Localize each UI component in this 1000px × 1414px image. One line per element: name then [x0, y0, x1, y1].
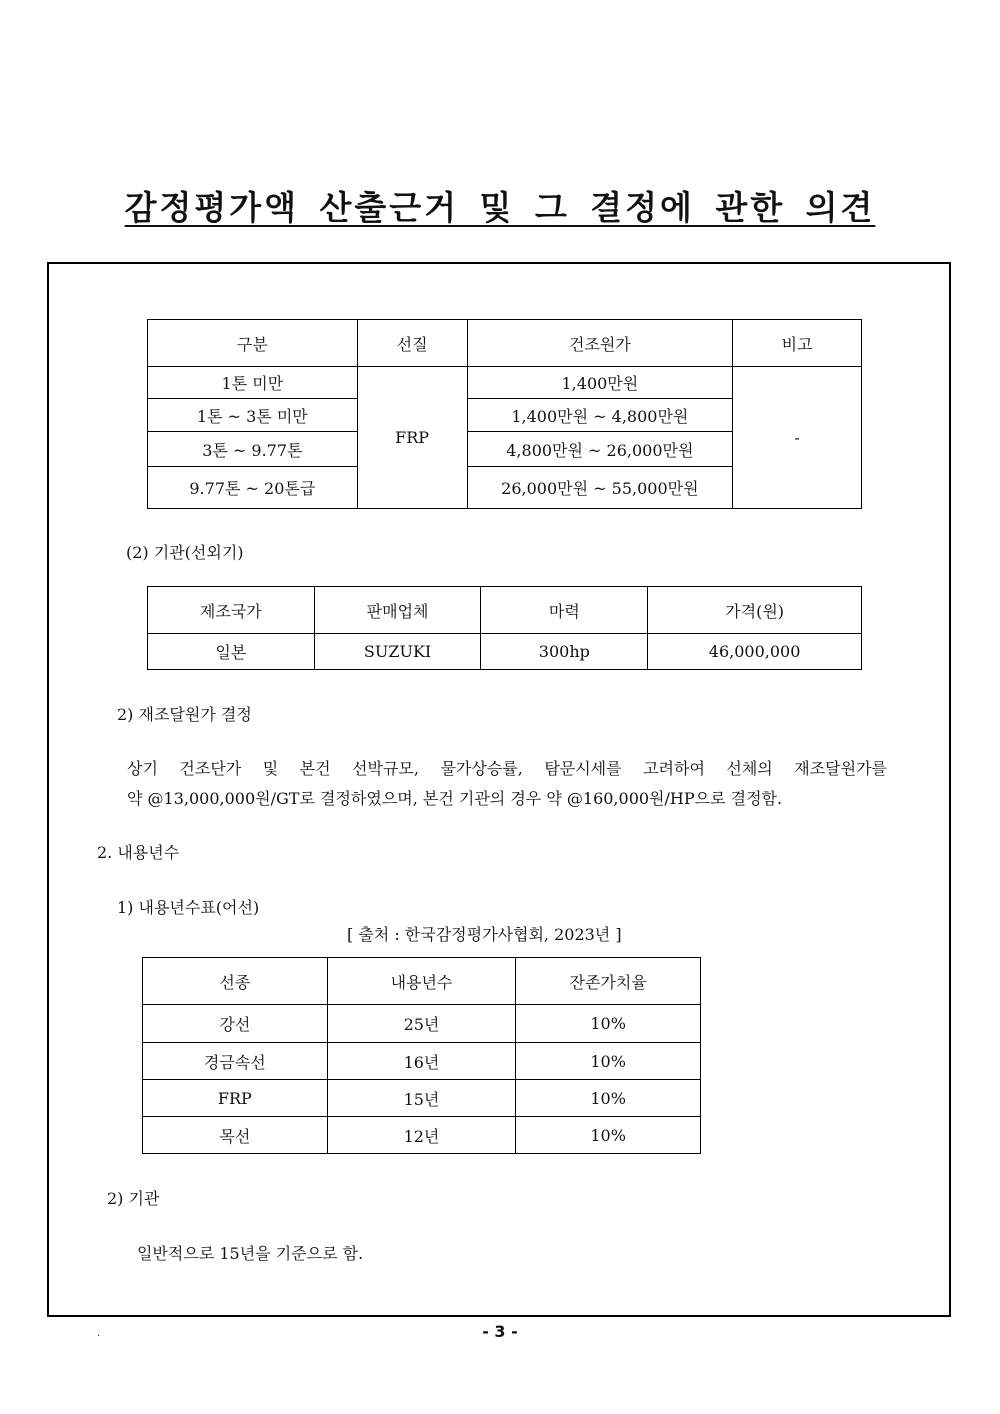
section-useful-life-heading: 2. 내용년수 [97, 843, 180, 862]
subsection-table-heading: 1) 내용년수표(어선) [117, 898, 260, 917]
material-cell: FRP [357, 367, 467, 509]
vessel-type-cell: 목선 [143, 1117, 328, 1154]
table-row [148, 634, 862, 670]
tonnage-cell: 1톤 ~ 3톤 미만 [148, 399, 358, 432]
header-cell: 마력 [481, 587, 648, 634]
engine-price-table [147, 586, 862, 670]
reproduction-paragraph [127, 754, 887, 814]
price-cell: 46,000,000 [648, 634, 862, 670]
useful-life-cell: 16년 [327, 1043, 516, 1080]
header-cell: 내용년수 [327, 958, 516, 1005]
table-header-row [148, 320, 862, 367]
header-cell: 판매업체 [314, 587, 481, 634]
useful-life-cell: 15년 [327, 1080, 516, 1117]
hull-cost-table [147, 319, 862, 509]
vendor-cell: SUZUKI [314, 634, 481, 670]
cost-cell: 26,000만원 ~ 55,000만원 [467, 467, 733, 509]
vessel-type-cell: 경금속선 [143, 1043, 328, 1080]
country-cell: 일본 [148, 634, 315, 670]
header-cell: 제조국가 [148, 587, 315, 634]
cost-cell: 1,400만원 ~ 4,800만원 [467, 399, 733, 432]
residual-rate-cell: 10% [516, 1117, 701, 1154]
table-header-row [148, 587, 862, 634]
header-cell: 선종 [143, 958, 328, 1005]
page-title [0, 182, 1000, 229]
header-cell: 건조원가 [467, 320, 733, 367]
paragraph-line: 약 @13,000,000원/GT로 결정하였으며, 본건 기관의 경우 약 @160,000원/HP으로 결정함. [127, 789, 783, 808]
useful-life-cell: 12년 [327, 1117, 516, 1154]
table-row [143, 1043, 701, 1080]
page-title-text: 감정평가액 산출근거 및 그 결정에 관한 의견 [124, 188, 876, 227]
useful-life-table [142, 957, 701, 1154]
table-row [143, 1080, 701, 1117]
footer-dot: . [97, 1328, 101, 1339]
table-row [143, 1117, 701, 1154]
table-row [148, 367, 862, 399]
residual-rate-cell: 10% [516, 1043, 701, 1080]
header-cell: 비고 [733, 320, 862, 367]
engine-paragraph: 일반적으로 15년을 기준으로 함. [137, 1244, 364, 1263]
engine-heading: (2) 기관(선외기) [126, 543, 244, 562]
note-cell: - [733, 367, 862, 509]
cost-cell: 4,800만원 ~ 26,000만원 [467, 432, 733, 467]
tonnage-cell: 1톤 미만 [148, 367, 358, 399]
useful-life-cell: 25년 [327, 1005, 516, 1043]
residual-rate-cell: 10% [516, 1080, 701, 1117]
header-cell: 구분 [148, 320, 358, 367]
table-header-row [143, 958, 701, 1005]
tonnage-cell: 9.77톤 ~ 20톤급 [148, 467, 358, 509]
paragraph-line: 상기 건조단가 및 본건 선박규모, 물가상승률, 탐문시세를 고려하여 선체의 재조달원가를 [127, 759, 887, 778]
subsection-engine-heading: 2) 기관 [107, 1189, 160, 1208]
residual-rate-cell: 10% [516, 1005, 701, 1043]
table-row [143, 1005, 701, 1043]
horsepower-cell: 300hp [481, 634, 648, 670]
source-note: [ 출처 : 한국감정평가사협회, 2023년 ] [347, 925, 622, 944]
tonnage-cell: 3톤 ~ 9.77톤 [148, 432, 358, 467]
header-cell: 선질 [357, 320, 467, 367]
section-reproduction-heading: 2) 재조달원가 결정 [117, 705, 252, 724]
header-cell: 잔존가치율 [516, 958, 701, 1005]
vessel-type-cell: 강선 [143, 1005, 328, 1043]
header-cell: 가격(원) [648, 587, 862, 634]
vessel-type-cell: FRP [143, 1080, 328, 1117]
page-number: - 3 - [482, 1322, 518, 1341]
cost-cell: 1,400만원 [467, 367, 733, 399]
